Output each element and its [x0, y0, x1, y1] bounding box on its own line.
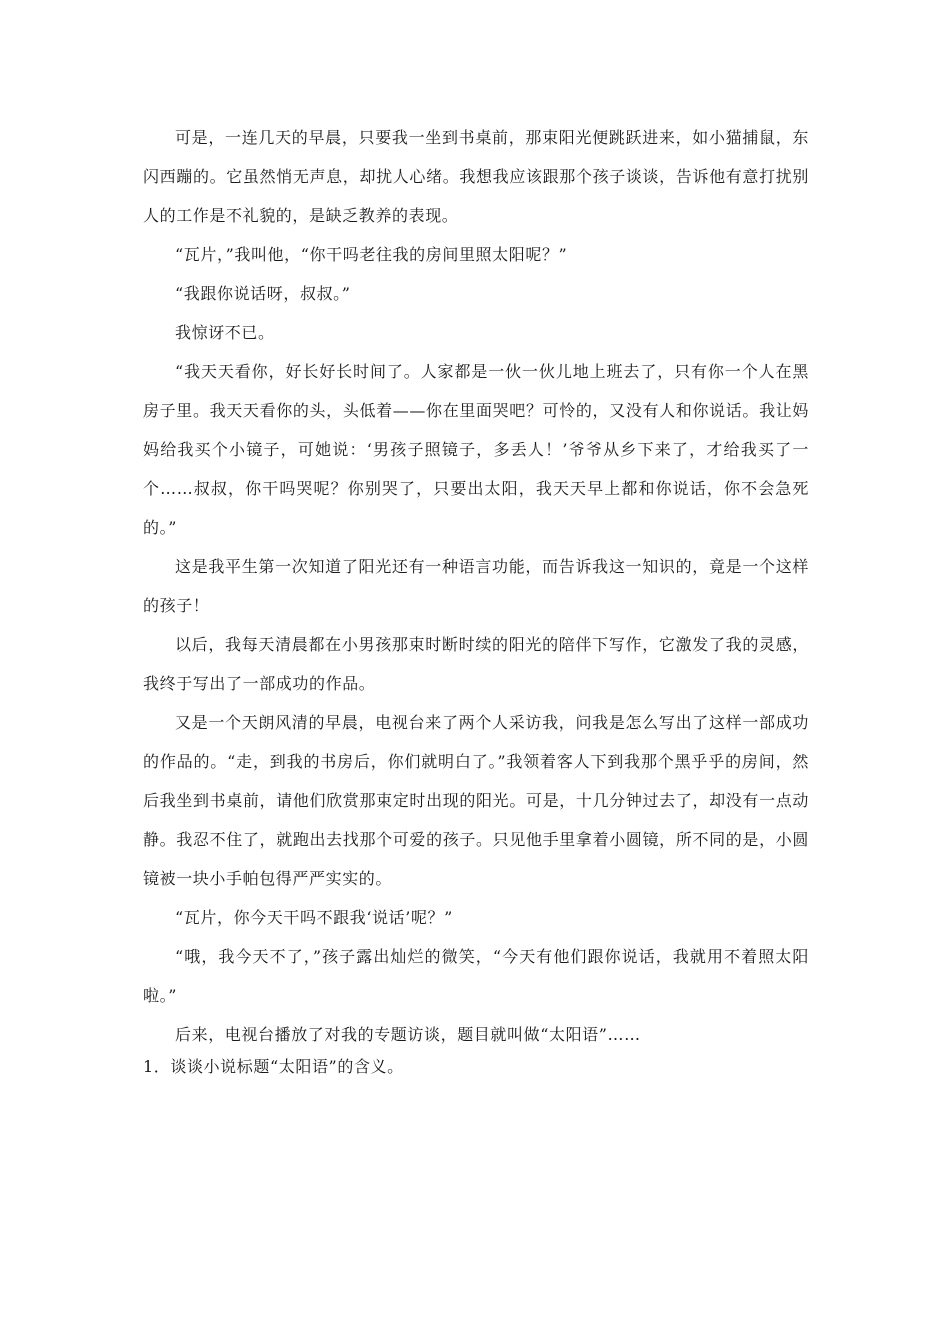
- story-text: [143, 118, 809, 1082]
- paragraph-2: “瓦片，”我叫他，“你干吗老往我的房间里照太阳呢？”: [175, 245, 568, 264]
- question-1: 1．谈谈小说标题“太阳语”的含义。: [143, 1057, 404, 1076]
- paragraph-8: 又是一个天朗风清的早晨，电视台来了两个人采访我，问我是怎么写出了这样一部成功的作品的。“走，到我的书房后，你们就明白了。”我领着客人下到我那个黑乎乎的房间，然后我坐到书桌前，请他们欣赏那束定时出现的阳光。可是，十几分钟过去了，却没有一点动静。我忍不住了，就跑出去找那个可爱的孩子。只见他手里拿着小圆镜，所不同的是，小圆镜被一块小手帕包得严严实实的。: [143, 713, 809, 888]
- paragraph-4: 我惊讶不已。: [175, 323, 275, 342]
- paragraph-10: “哦，我今天不了，”孩子露出灿烂的微笑，“今天有他们跟你说话，我就用不着照太阳啦。”: [143, 947, 809, 1005]
- paragraph-3: “我跟你说话呀，叔叔。”: [175, 284, 351, 303]
- paragraph-6: 这是我平生第一次知道了阳光还有一种语言功能，而告诉我这一知识的，竟是一个这样的孩子！: [143, 557, 809, 615]
- paragraph-1: 可是，一连几天的早晨，只要我一坐到书桌前，那束阳光便跳跃进来，如小猫捕鼠，东闪西蹦的。它虽然悄无声息，却扰人心绪。我想我应该跟那个孩子谈谈，告诉他有意打扰别人的工作是不礼貌的，是缺乏教养的表现。: [143, 128, 809, 225]
- paragraph-5: “我天天看你，好长好长时间了。人家都是一伙一伙儿地上班去了，只有你一个人在黑房子里。我天天看你的头，头低着——你在里面哭吧？可怜的，又没有人和你说话。我让妈妈给我买个小镜子，可她说：‘男孩子照镜子，多丢人！’爷爷从乡下来了，才给我买了一个……叔叔，你干吗哭呢？你别哭了，只要出太阳，我天天早上都和你说话，你不会急死的。”: [143, 362, 809, 537]
- paragraph-9: “瓦片，你今天干吗不跟我‘说话’呢？”: [175, 908, 453, 927]
- paragraph-11: 后来，电视台播放了对我的专题访谈，题目就叫做“太阳语”……: [175, 1025, 641, 1044]
- paragraph-7: 以后，我每天清晨都在小男孩那束时断时续的阳光的陪伴下写作，它激发了我的灵感，我终于写出了一部成功的作品。: [143, 635, 809, 693]
